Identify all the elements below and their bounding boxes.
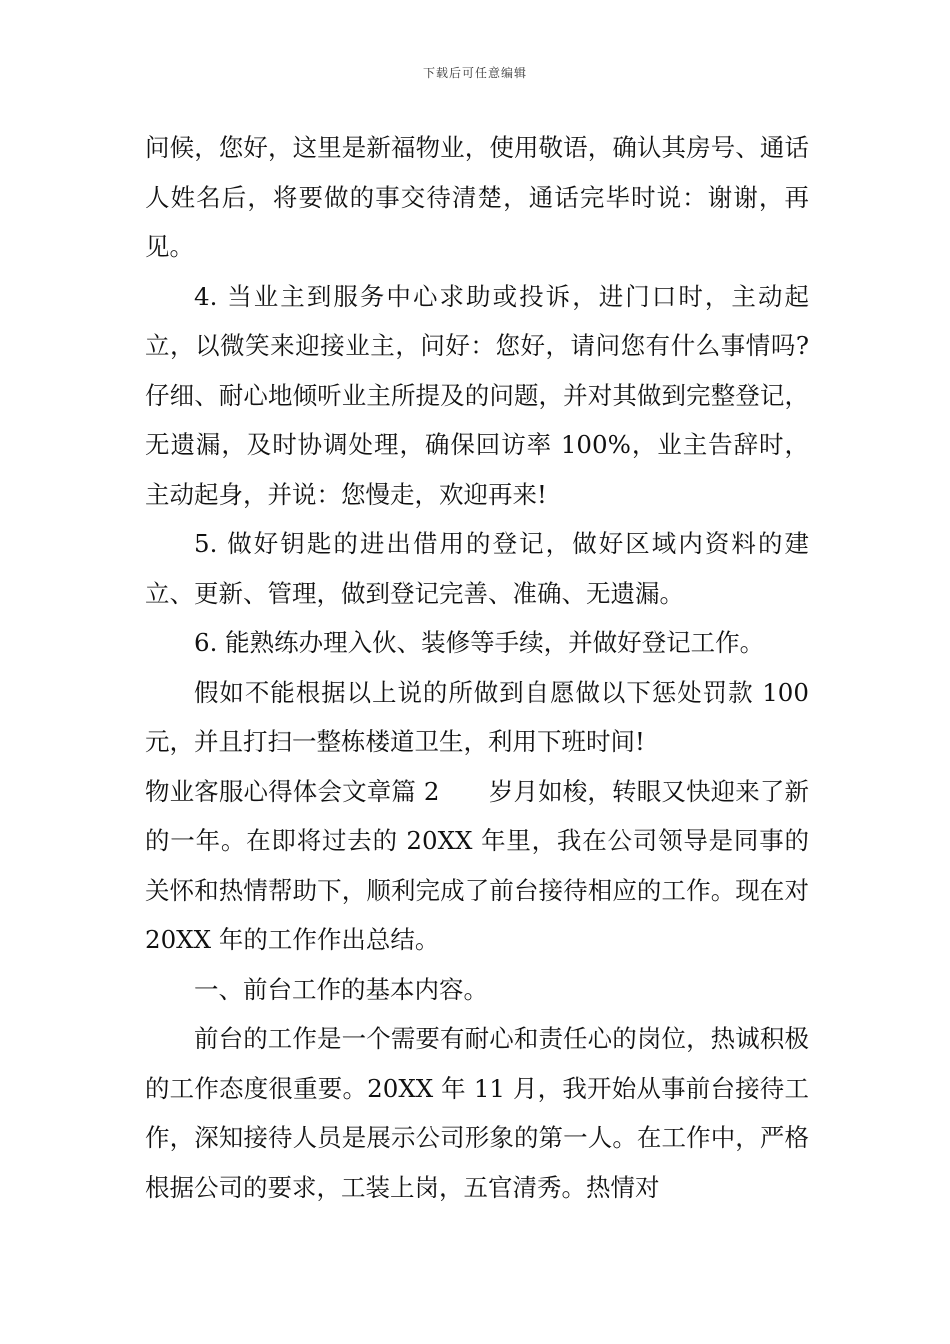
paragraph-article-2-intro: 物业客服心得体会文章篇 2 岁月如梭，转眼又快迎来了新的一年。在即将过去的 20XX 年里，我在公司领导是同事的关怀和热情帮助下，顺利完成了前台接待相应的工作。现在对 20XX 年的工作作出总结。 bbox=[145, 776, 809, 954]
paragraph-greeting-continuation: 问候，您好，这里是新福物业，使用敬语，确认其房号、通话人姓名后，将要做的事交待清楚，通话完毕时说：谢谢，再见。 bbox=[145, 133, 809, 261]
paragraph-item-4: 4. 当业主到服务中心求助或投诉，进门口时，主动起立，以微笑来迎接业主，问好：您好，请问您有什么事情吗?仔细、耐心地倾听业主所提及的问题，并对其做到完整登记，无遗漏，及时协调处理，确保回访率 100%，业主告辞时，主动起身，并说：您慢走，欢迎再来! bbox=[145, 281, 809, 509]
paragraph-penalty: 假如不能根据以上说的所做到自愿做以下惩处罚款 100 元，并且打扫一整栋楼道卫生，利用下班时间! bbox=[145, 677, 809, 756]
section-heading-front-desk: 一、前台工作的基本内容。 bbox=[194, 974, 488, 1004]
paragraph-item-6: 6. 能熟练办理入伙、装修等手续，并做好登记工作。 bbox=[194, 628, 765, 657]
header-note: 下载后可任意编辑 bbox=[422, 66, 527, 80]
paragraph-item-5: 5. 做好钥匙的进出借用的登记，做好区域内资料的建立、更新、管理，做到登记完善、准确、无遗漏。 bbox=[145, 529, 809, 608]
document-body bbox=[145, 123, 809, 1212]
paragraph-front-desk-work: 前台的工作是一个需要有耐心和责任心的岗位，热诚积极的工作态度很重要。20XX 年 11 月，我开始从事前台接待工作，深知接待人员是展示公司形象的第一人。在工作中，严格根据公司的要求，工装上岗，五官清秀。热情对 bbox=[145, 1024, 809, 1202]
